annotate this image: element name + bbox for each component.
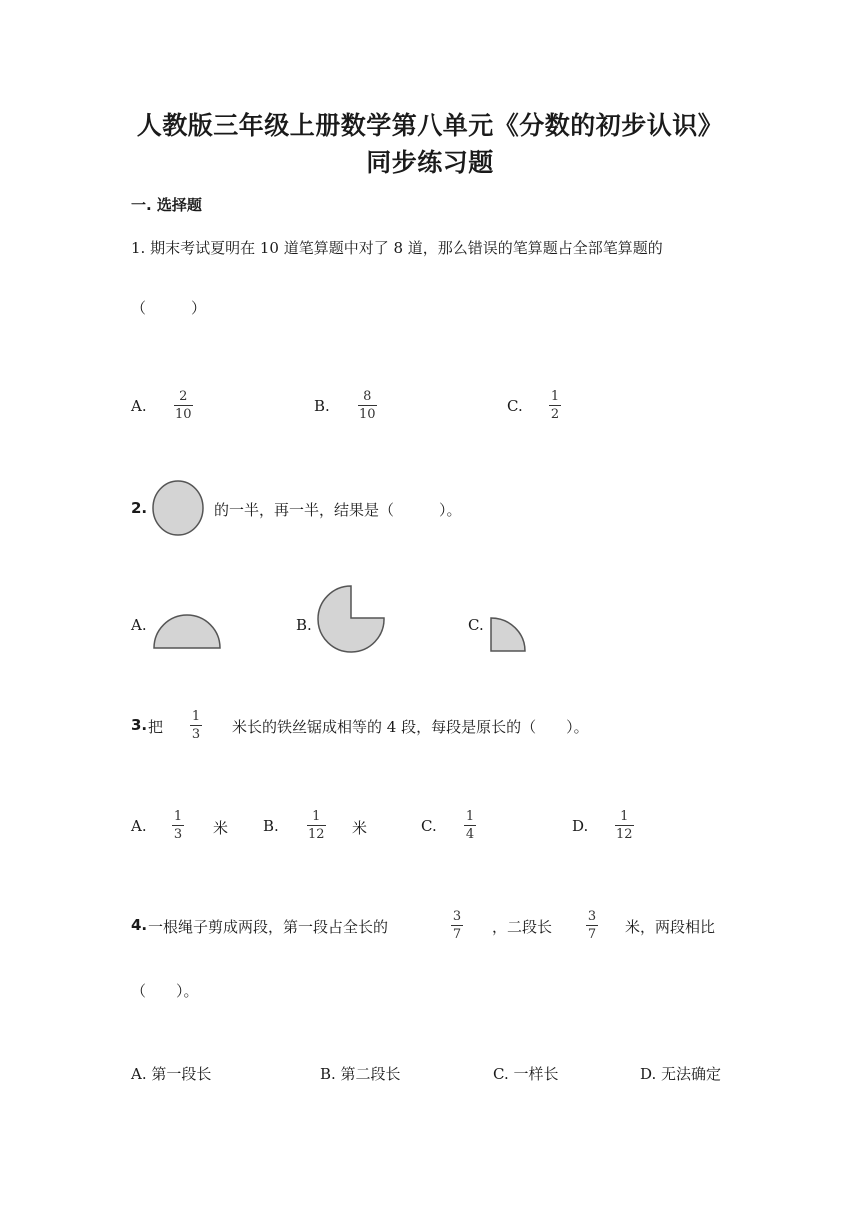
fraction-denominator: 7 <box>587 927 597 942</box>
question-2-number: 2. <box>131 499 148 517</box>
fraction-bar <box>358 405 377 406</box>
question-1-blank: （ ） <box>131 299 207 317</box>
question-1-text: 1. 期末考试夏明在 10 道笔算题中对了 8 道，那么错误的笔算题占全部笔算题的 <box>131 239 663 257</box>
q4-option-c[interactable]: C. 一样长 <box>493 1065 559 1083</box>
q3-option-b-fraction[interactable] <box>307 809 326 842</box>
q1-option-b-label[interactable]: B. <box>314 397 330 415</box>
q3-option-b-unit: 米 <box>352 819 368 837</box>
q1-option-a-fraction[interactable] <box>174 389 193 422</box>
q3-option-c-label[interactable]: C. <box>421 817 437 835</box>
fraction-denominator: 10 <box>175 407 192 422</box>
fraction-bar <box>190 725 202 726</box>
question-4-fraction-1 <box>451 909 463 942</box>
fraction-numerator: 1 <box>312 809 321 824</box>
section-heading: 一. 选择题 <box>131 196 202 214</box>
fraction-numerator: 1 <box>620 809 629 824</box>
fraction-numerator: 1 <box>465 809 475 824</box>
question-4-text-part3: 米，两段相比 <box>625 918 716 936</box>
fraction-bar <box>174 405 193 406</box>
q4-option-d[interactable]: D. 无法确定 <box>640 1065 722 1083</box>
half-circle-icon[interactable] <box>152 613 222 651</box>
q2-option-a-label[interactable]: A. <box>131 616 147 634</box>
q4-option-a[interactable]: A. 第一段长 <box>131 1065 212 1083</box>
three-quarter-circle-icon[interactable] <box>316 584 388 654</box>
fraction-bar <box>451 925 463 926</box>
q1-option-a-label[interactable]: A. <box>131 397 147 415</box>
question-4-fraction-2 <box>586 909 598 942</box>
fraction-denominator: 12 <box>616 827 633 842</box>
question-2-text: 的一半，再一半，结果是（ ）。 <box>214 501 462 519</box>
fraction-denominator: 3 <box>191 727 201 742</box>
question-4-blank: （ ）。 <box>131 982 199 1000</box>
fraction-denominator: 3 <box>173 827 183 842</box>
q3-option-d-fraction[interactable] <box>615 809 634 842</box>
question-3-text: 米长的铁丝锯成相等的 4 段，每段是原长的（ ）。 <box>232 718 589 736</box>
question-3-prefix: 把 <box>148 718 164 736</box>
q3-option-a-unit: 米 <box>213 819 229 837</box>
fraction-bar <box>549 405 561 406</box>
q3-option-d-label[interactable]: D. <box>572 817 589 835</box>
q3-option-c-fraction[interactable] <box>464 809 476 842</box>
q1-option-b-fraction[interactable] <box>358 389 377 422</box>
fraction-denominator: 4 <box>465 827 475 842</box>
question-4-text-part1: 一根绳子剪成两段，第一段占全长的 <box>148 918 389 936</box>
q2-option-c-label[interactable]: C. <box>468 616 484 634</box>
fraction-bar <box>307 825 326 826</box>
question-4-text-part2: ，二段长 <box>492 918 553 936</box>
fraction-denominator: 7 <box>452 927 462 942</box>
fraction-bar <box>586 925 598 926</box>
fraction-numerator: 1 <box>191 709 201 724</box>
fraction-bar <box>172 825 184 826</box>
page-title: 人教版三年级上册数学第八单元《分数的初步认识》 <box>136 111 724 140</box>
q1-option-c-fraction[interactable] <box>549 389 561 422</box>
fraction-bar <box>615 825 634 826</box>
circle-icon <box>151 479 205 537</box>
fraction-denominator: 2 <box>550 407 560 422</box>
q3-option-a-fraction[interactable] <box>172 809 184 842</box>
q2-option-b-label[interactable]: B. <box>296 616 312 634</box>
fraction-numerator: 8 <box>363 389 372 404</box>
fraction-denominator: 12 <box>308 827 325 842</box>
q1-option-c-label[interactable]: C. <box>507 397 523 415</box>
fraction-denominator: 10 <box>359 407 376 422</box>
fraction-numerator: 3 <box>587 909 597 924</box>
fraction-numerator: 3 <box>452 909 462 924</box>
question-4-number: 4. <box>131 916 148 934</box>
quarter-circle-icon[interactable] <box>489 616 529 654</box>
q4-option-b[interactable]: B. 第二段长 <box>320 1065 401 1083</box>
question-3-number: 3. <box>131 716 148 734</box>
q3-option-a-label[interactable]: A. <box>131 817 147 835</box>
fraction-numerator: 2 <box>179 389 188 404</box>
fraction-numerator: 1 <box>550 389 560 404</box>
fraction-bar <box>464 825 476 826</box>
page-subtitle: 同步练习题 <box>366 148 494 177</box>
question-3-fraction <box>190 709 202 742</box>
q3-option-b-label[interactable]: B. <box>263 817 279 835</box>
fraction-numerator: 1 <box>173 809 183 824</box>
